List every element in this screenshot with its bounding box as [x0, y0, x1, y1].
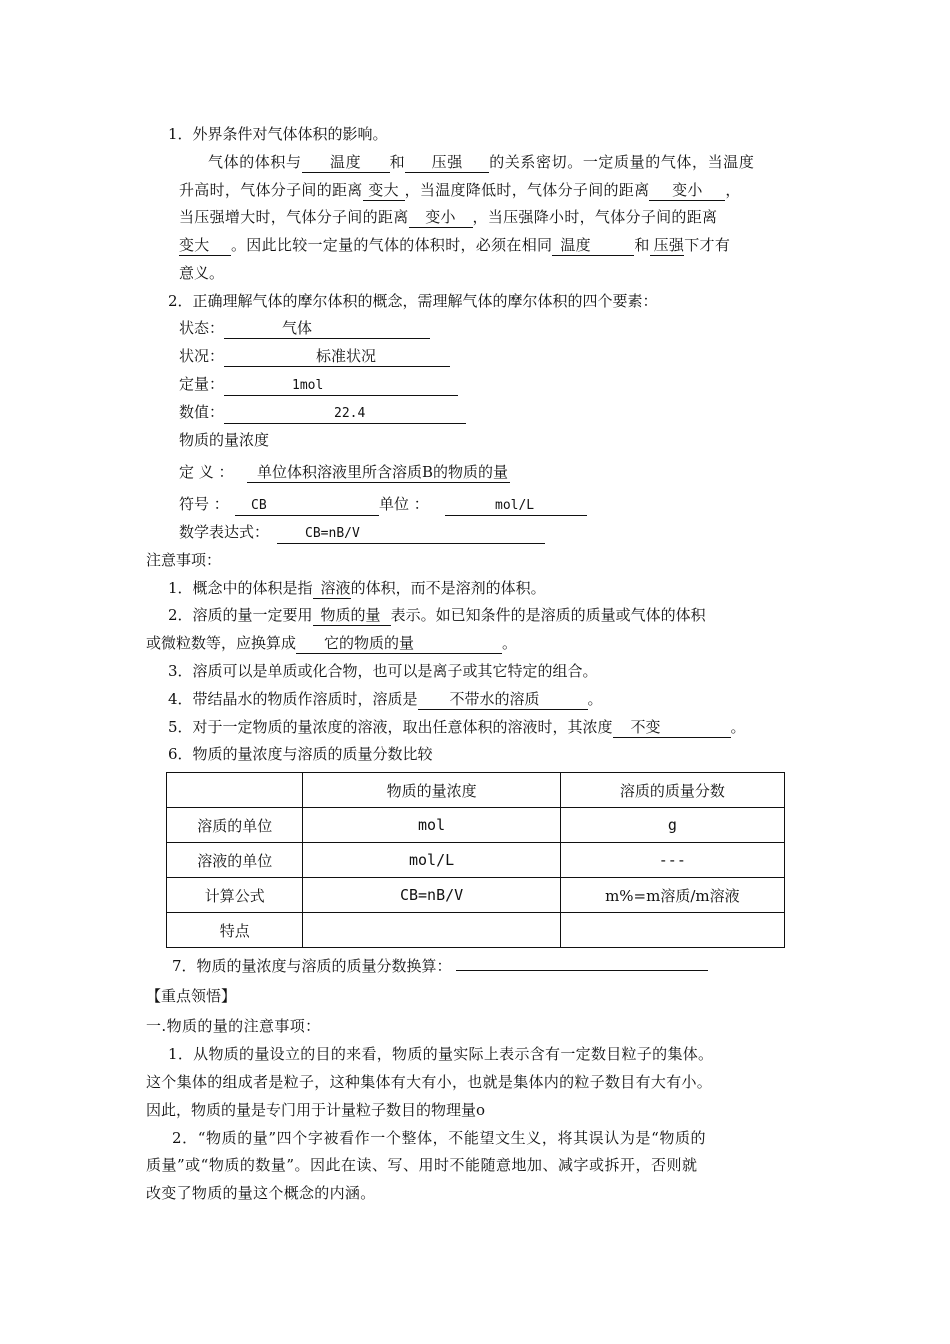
text: 的体积，而不是溶剂的体积。 [350, 579, 546, 597]
section-1-title: 1．外界条件对气体体积的影响。 [168, 125, 388, 143]
table-row [167, 808, 785, 843]
note-1 [168, 578, 546, 598]
state-label: 状态： [179, 319, 225, 337]
table-cell: g [560, 808, 784, 843]
blank-its-amount: 它的物质的量 [296, 634, 502, 654]
note-6: 6．物质的量浓度与溶质的质量分数比较 [168, 745, 433, 763]
text: 7．物质的量浓度与溶质的质量分数换算： [172, 957, 452, 975]
blank-temperature: 温度 [302, 153, 390, 173]
expression-label: 数学表达式： [179, 523, 270, 541]
table-cell: 溶液的单位 [167, 843, 303, 878]
unit-label: 单位 ： [379, 495, 429, 513]
blank-amount-of-substance: 物质的量 [313, 606, 391, 626]
symbol-label: 符号 ： [179, 495, 229, 513]
text: 和 [634, 236, 650, 254]
text: ，当压强降小时，气体分子间的距离 [472, 208, 718, 226]
key-paragraph-2-line-3: 改变了物质的量这个概念的内涵。 [146, 1184, 376, 1202]
table-cell [560, 913, 784, 948]
note-4 [168, 689, 603, 709]
expression-value: CB=nB/V [277, 524, 545, 544]
text: 和 [389, 153, 406, 171]
note-2-line-2 [146, 633, 517, 653]
section-1-line-5: 意义。 [179, 264, 225, 282]
text: 1．概念中的体积是指 [168, 579, 313, 597]
blank-temperature-2: 温度 [552, 236, 634, 256]
unit-value: mol/L [445, 496, 587, 516]
table-cell: 溶质的单位 [167, 808, 303, 843]
section-1-line-4 [179, 235, 730, 255]
table-header-cell: 物质的量浓度 [303, 773, 560, 808]
table-header-row [167, 773, 785, 808]
key-points-heading: 【重点领悟】 [146, 987, 237, 1005]
table-header-cell [167, 773, 303, 808]
key-paragraph-2-line-1: 2．“物质的量”四个字被看作一个整体，不能望文生义，将其误认为是“物质的 [172, 1129, 707, 1147]
text: 当压强增大时，气体分子间的距离 [179, 208, 409, 226]
key-paragraph-2-line-2: 质量”或“物质的数量”。因此在读、写、用时不能随意地加、减字或拆开，否则就 [146, 1156, 698, 1174]
table-cell: mol [303, 808, 560, 843]
blank-unchanged: 不变 [613, 718, 731, 738]
text: ，当温度降低时，气体分子间的距离 [404, 181, 650, 199]
text: ， [725, 181, 741, 199]
state-row [179, 318, 430, 338]
blank-pressure-2: 压强 [650, 236, 685, 256]
note-3: 3．溶质可以是单质或化合物，也可以是离子或其它特定的组合。 [168, 662, 598, 680]
text: 下才有 [684, 236, 731, 254]
blank-conversion [456, 970, 708, 971]
text: 。 [730, 718, 746, 736]
text: 。因此比较一定量的气体的体积时，必须在相同 [231, 236, 553, 254]
definition-label: 定 义 ： [179, 463, 234, 481]
text: 气体的体积与 [208, 153, 302, 171]
blank-bigger: 变大 [363, 181, 405, 201]
table-cell: --- [560, 843, 784, 878]
blank-bigger-2: 变大 [179, 236, 231, 256]
note-5 [168, 717, 746, 737]
condition-row [179, 346, 450, 366]
condition-label: 状况： [179, 347, 225, 365]
table-row [167, 878, 785, 913]
number-value: 22.4 [224, 404, 466, 424]
blank-smaller: 变小 [649, 181, 725, 201]
table-header-cell: 溶质的质量分数 [560, 773, 784, 808]
table-row [167, 843, 785, 878]
table-cell [303, 913, 560, 948]
concentration-heading: 物质的量浓度 [179, 431, 270, 449]
text: 的关系密切。一定质量的气体，当温度 [489, 153, 755, 171]
key-paragraph-1-line-3: 因此，物质的量是专门用于计量粒子数目的物理量o [146, 1101, 486, 1119]
text: 2．溶质的量一定要用 [168, 606, 313, 624]
blank-pressure: 压强 [405, 153, 489, 173]
note-7 [172, 956, 708, 976]
text: 。 [502, 634, 518, 652]
section-1-line-1 [208, 152, 754, 172]
number-row [179, 402, 466, 422]
key-points-subheading: 一.物质的量的注意事项： [146, 1017, 321, 1035]
table-cell: m%=m溶质/m溶液 [560, 878, 784, 913]
symbol-value: CB [235, 496, 379, 516]
blank-anhydrous-solute: 不带水的溶质 [418, 690, 588, 710]
key-paragraph-1-line-1: 1．从物质的量设立的目的来看，物质的量实际上表示含有一定数目粒子的集体。 [168, 1045, 714, 1063]
text: 表示。如已知条件的是溶质的质量或气体的体积 [390, 606, 706, 624]
note-2-line-1 [168, 605, 706, 625]
table-cell: mol/L [303, 843, 560, 878]
number-label: 数值： [179, 403, 225, 421]
amount-row [179, 374, 458, 394]
table-row [167, 913, 785, 948]
definition-value: 单位体积溶液里所含溶质B的物质的量 [247, 463, 510, 483]
comparison-table [166, 772, 785, 948]
condition-value: 标准状况 [224, 347, 450, 367]
text: 。 [587, 690, 603, 708]
notes-heading: 注意事项： [146, 551, 222, 569]
section-1-line-3 [179, 207, 717, 227]
blank-solution: 溶液 [313, 579, 351, 599]
amount-label: 定量： [179, 375, 225, 393]
table-cell: CB=nB/V [303, 878, 560, 913]
blank-smaller-2: 变小 [409, 208, 473, 228]
table-cell: 计算公式 [167, 878, 303, 913]
table-cell: 特点 [167, 913, 303, 948]
state-value: 气体 [224, 319, 430, 339]
text: 5．对于一定物质的量浓度的溶液，取出任意体积的溶液时，其浓度 [168, 718, 613, 736]
definition-row [179, 462, 510, 482]
text: 或微粒数等，应换算成 [146, 634, 297, 652]
text: 升高时，气体分子间的距离 [179, 181, 363, 199]
text: 4．带结晶水的物质作溶质时，溶质是 [168, 690, 418, 708]
amount-value: 1mol [224, 376, 458, 396]
section-2-title: 2．正确理解气体的摩尔体积的概念，需理解气体的摩尔体积的四个要素： [168, 292, 658, 310]
expression-row [179, 522, 545, 542]
section-1-line-2 [179, 180, 741, 200]
key-paragraph-1-line-2: 这个集体的组成者是粒子，这种集体有大有小，也就是集体内的粒子数目有大有小。 [146, 1073, 713, 1091]
symbol-unit-row [179, 494, 587, 514]
